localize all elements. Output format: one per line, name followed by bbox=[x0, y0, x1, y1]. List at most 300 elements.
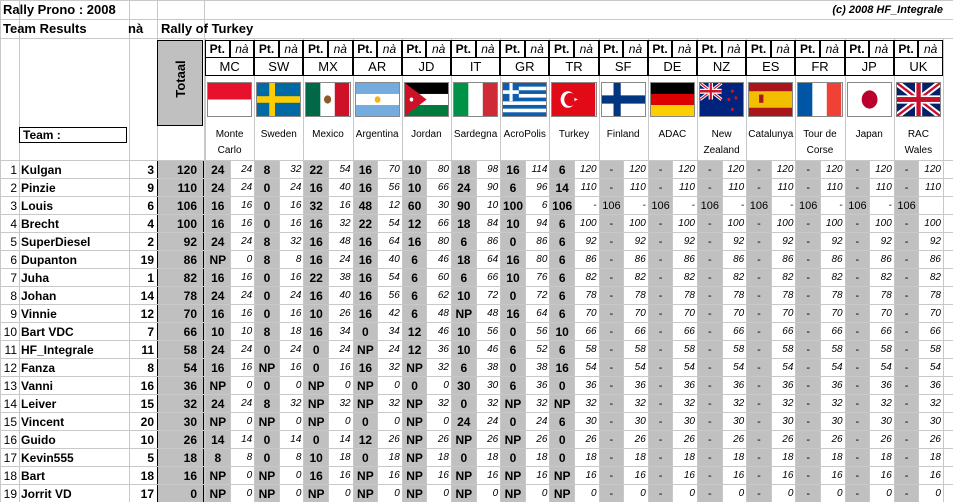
points-cell[interactable]: - bbox=[895, 233, 919, 250]
cumulative-cell[interactable]: 18 bbox=[782, 452, 794, 463]
cumulative-cell[interactable]: 78 bbox=[782, 290, 794, 301]
cumulative-cell[interactable]: 92 bbox=[683, 236, 695, 247]
points-cell[interactable]: - bbox=[600, 395, 624, 412]
cumulative-cell[interactable]: 16 bbox=[487, 470, 499, 481]
total-cell[interactable]: 26 bbox=[157, 431, 204, 448]
cumulative-cell[interactable]: 16 bbox=[339, 200, 351, 211]
points-cell[interactable]: 16 bbox=[206, 197, 230, 214]
cumulative-cell[interactable]: 24 bbox=[241, 236, 253, 247]
points-cell[interactable]: 18 bbox=[452, 161, 476, 178]
cumulative-cell[interactable]: 78 bbox=[880, 290, 892, 301]
na-cell[interactable]: 6 bbox=[147, 198, 154, 213]
cumulative-cell[interactable]: 92 bbox=[585, 236, 597, 247]
points-cell[interactable]: - bbox=[698, 305, 722, 322]
cumulative-cell[interactable]: 0 bbox=[246, 416, 253, 427]
pt-header[interactable]: Pt. bbox=[599, 40, 624, 58]
cumulative-cell[interactable]: 0 bbox=[591, 488, 597, 499]
points-cell[interactable]: - bbox=[698, 377, 722, 394]
cumulative-cell[interactable]: 42 bbox=[388, 308, 400, 319]
total-cell[interactable]: 18 bbox=[157, 449, 204, 466]
points-cell[interactable]: - bbox=[698, 161, 722, 178]
cumulative-cell[interactable]: 86 bbox=[929, 254, 941, 265]
points-cell[interactable]: 8 bbox=[255, 233, 279, 250]
points-cell[interactable]: - bbox=[698, 485, 722, 502]
rally-code-it[interactable]: IT bbox=[451, 57, 500, 76]
points-cell[interactable]: - bbox=[846, 179, 870, 196]
total-cell[interactable]: 66 bbox=[157, 323, 204, 340]
rank-cell[interactable]: 7 bbox=[10, 270, 17, 285]
total-cell[interactable]: 78 bbox=[157, 287, 204, 304]
points-cell[interactable]: - bbox=[846, 305, 870, 322]
total-cell[interactable]: 16 bbox=[157, 467, 204, 484]
cumulative-cell[interactable]: 24 bbox=[536, 416, 548, 427]
points-cell[interactable]: - bbox=[698, 467, 722, 484]
points-cell[interactable]: - bbox=[649, 251, 673, 268]
rank-cell[interactable]: 4 bbox=[10, 216, 17, 231]
cumulative-cell[interactable]: 48 bbox=[437, 308, 449, 319]
cumulative-cell[interactable]: 36 bbox=[929, 380, 941, 391]
cumulative-cell[interactable]: 82 bbox=[585, 272, 597, 283]
cumulative-cell[interactable]: 0 bbox=[295, 416, 302, 427]
points-cell[interactable]: 0 bbox=[501, 359, 525, 376]
cumulative-cell[interactable]: 32 bbox=[290, 164, 302, 175]
cumulative-cell[interactable]: 78 bbox=[831, 290, 843, 301]
points-cell[interactable]: - bbox=[698, 395, 722, 412]
rally-code-uk[interactable]: UK bbox=[894, 57, 943, 76]
cumulative-cell[interactable]: 18 bbox=[634, 452, 646, 463]
points-cell[interactable]: - bbox=[796, 287, 820, 304]
points-cell[interactable]: 106 bbox=[796, 197, 820, 214]
points-cell[interactable]: NP bbox=[452, 485, 476, 502]
cumulative-cell[interactable]: 26 bbox=[831, 434, 843, 445]
points-cell[interactable]: 10 bbox=[452, 287, 476, 304]
points-cell[interactable]: - bbox=[649, 413, 673, 430]
na-cell[interactable]: 5 bbox=[147, 450, 154, 465]
points-cell[interactable]: - bbox=[747, 467, 771, 484]
total-cell[interactable]: 32 bbox=[157, 395, 204, 412]
rank-cell[interactable]: 11 bbox=[4, 342, 17, 357]
cumulative-cell[interactable]: 46 bbox=[437, 254, 449, 265]
points-cell[interactable]: 10 bbox=[452, 323, 476, 340]
total-cell[interactable]: 0 bbox=[157, 485, 204, 502]
cumulative-cell[interactable]: 12 bbox=[388, 200, 400, 211]
na-subheader[interactable]: nà bbox=[771, 40, 796, 58]
cumulative-cell[interactable]: 100 bbox=[629, 218, 646, 229]
points-cell[interactable]: 16 bbox=[304, 215, 328, 232]
cumulative-cell[interactable]: 110 bbox=[777, 182, 794, 193]
points-cell[interactable]: - bbox=[846, 341, 870, 358]
points-cell[interactable]: - bbox=[846, 377, 870, 394]
total-cell[interactable]: 92 bbox=[157, 233, 204, 250]
points-cell[interactable]: - bbox=[649, 431, 673, 448]
points-cell[interactable]: NP bbox=[206, 467, 230, 484]
points-cell[interactable]: - bbox=[846, 485, 870, 502]
team-name-cell[interactable]: Pinzie bbox=[21, 180, 56, 195]
na-cell[interactable]: 18 bbox=[140, 468, 154, 483]
pt-header[interactable]: Pt. bbox=[500, 40, 525, 58]
cumulative-cell[interactable]: 64 bbox=[536, 308, 548, 319]
rank-cell[interactable]: 15 bbox=[3, 414, 17, 429]
points-cell[interactable]: - bbox=[649, 359, 673, 376]
points-cell[interactable]: - bbox=[796, 413, 820, 430]
pt-header[interactable]: Pt. bbox=[894, 40, 919, 58]
cumulative-cell[interactable]: 54 bbox=[831, 362, 843, 373]
cumulative-cell[interactable]: 100 bbox=[875, 218, 892, 229]
points-cell[interactable]: 106 bbox=[895, 197, 919, 214]
cumulative-cell[interactable]: 70 bbox=[831, 308, 843, 319]
points-cell[interactable]: - bbox=[600, 431, 624, 448]
points-cell[interactable]: NP bbox=[304, 485, 328, 502]
points-cell[interactable]: 0 bbox=[550, 431, 574, 448]
team-name-cell[interactable]: Vinnie bbox=[21, 306, 57, 321]
cumulative-cell[interactable]: 38 bbox=[536, 362, 548, 373]
cumulative-cell[interactable]: 24 bbox=[290, 290, 302, 301]
cumulative-cell[interactable]: 56 bbox=[388, 182, 400, 193]
points-cell[interactable]: - bbox=[796, 305, 820, 322]
cumulative-cell[interactable]: 30 bbox=[634, 416, 646, 427]
cumulative-cell[interactable]: 16 bbox=[339, 362, 351, 373]
cumulative-cell[interactable]: 82 bbox=[782, 272, 794, 283]
points-cell[interactable]: 0 bbox=[304, 341, 328, 358]
cumulative-cell[interactable]: 26 bbox=[487, 434, 499, 445]
cumulative-cell[interactable]: 30 bbox=[683, 416, 695, 427]
cumulative-cell[interactable]: 30 bbox=[487, 380, 499, 391]
points-cell[interactable]: - bbox=[796, 449, 820, 466]
points-cell[interactable]: - bbox=[796, 251, 820, 268]
points-cell[interactable]: - bbox=[649, 161, 673, 178]
cumulative-cell[interactable]: 100 bbox=[678, 218, 695, 229]
points-cell[interactable]: 6 bbox=[501, 341, 525, 358]
cumulative-cell[interactable]: 30 bbox=[437, 200, 449, 211]
points-cell[interactable]: 6 bbox=[403, 269, 427, 286]
team-name-cell[interactable]: SuperDiesel bbox=[21, 234, 91, 249]
na-cell[interactable]: 3 bbox=[147, 162, 154, 177]
na-subheader[interactable]: nà bbox=[623, 40, 648, 58]
cumulative-cell[interactable]: 0 bbox=[394, 416, 400, 427]
cumulative-cell[interactable]: 54 bbox=[339, 164, 351, 175]
na-cell[interactable]: 2 bbox=[147, 234, 154, 249]
points-cell[interactable]: 0 bbox=[403, 377, 427, 394]
points-cell[interactable]: 6 bbox=[452, 359, 476, 376]
cumulative-cell[interactable]: 86 bbox=[487, 236, 499, 247]
points-cell[interactable]: - bbox=[747, 161, 771, 178]
na-cell[interactable]: 8 bbox=[147, 360, 154, 375]
points-cell[interactable]: 6 bbox=[550, 413, 574, 430]
cumulative-cell[interactable]: 16 bbox=[241, 218, 253, 229]
cumulative-cell[interactable]: 0 bbox=[886, 488, 892, 499]
points-cell[interactable]: - bbox=[895, 413, 919, 430]
cumulative-cell[interactable]: 24 bbox=[241, 182, 253, 193]
points-cell[interactable]: 106 bbox=[552, 198, 573, 213]
cumulative-cell[interactable]: 66 bbox=[683, 326, 695, 337]
points-cell[interactable]: 100 bbox=[502, 198, 523, 213]
cumulative-cell[interactable]: 120 bbox=[924, 164, 941, 175]
points-cell[interactable]: 16 bbox=[304, 467, 328, 484]
cumulative-cell[interactable]: 120 bbox=[825, 164, 843, 175]
points-cell[interactable]: NP bbox=[550, 467, 574, 484]
points-cell[interactable]: 8 bbox=[206, 449, 230, 466]
points-cell[interactable]: NP bbox=[501, 467, 525, 484]
cumulative-cell[interactable]: 86 bbox=[683, 254, 695, 265]
points-cell[interactable]: - bbox=[698, 251, 722, 268]
team-name-cell[interactable]: Vincent bbox=[21, 414, 65, 429]
cumulative-cell[interactable]: - bbox=[740, 200, 745, 211]
cumulative-cell[interactable]: 26 bbox=[880, 434, 892, 445]
na-subheader[interactable]: nà bbox=[426, 40, 451, 58]
na-cell[interactable]: 1 bbox=[147, 270, 154, 285]
cumulative-cell[interactable]: 54 bbox=[683, 362, 695, 373]
points-cell[interactable]: - bbox=[600, 161, 624, 178]
points-cell[interactable]: 6 bbox=[501, 377, 525, 394]
points-cell[interactable]: NP bbox=[354, 485, 378, 502]
points-cell[interactable]: 6 bbox=[403, 287, 427, 304]
points-cell[interactable]: - bbox=[846, 449, 870, 466]
cumulative-cell[interactable]: 26 bbox=[437, 434, 449, 445]
points-cell[interactable]: NP bbox=[452, 467, 476, 484]
rally-code-fr[interactable]: FR bbox=[795, 57, 844, 76]
points-cell[interactable]: 6 bbox=[403, 305, 427, 322]
cumulative-cell[interactable]: 70 bbox=[929, 308, 941, 319]
points-cell[interactable]: 6 bbox=[403, 251, 427, 268]
cumulative-cell[interactable]: 32 bbox=[437, 362, 449, 373]
cumulative-cell[interactable]: 72 bbox=[487, 290, 499, 301]
points-cell[interactable]: 106 bbox=[649, 197, 673, 214]
points-cell[interactable]: 24 bbox=[452, 413, 476, 430]
cumulative-cell[interactable]: 100 bbox=[776, 218, 794, 229]
cumulative-cell[interactable]: 24 bbox=[241, 344, 253, 355]
na-cell[interactable]: 19 bbox=[140, 252, 154, 267]
cumulative-cell[interactable]: 16 bbox=[831, 470, 843, 481]
cumulative-cell[interactable]: 48 bbox=[487, 308, 499, 319]
cumulative-cell[interactable]: 56 bbox=[487, 326, 499, 337]
cumulative-cell[interactable]: - bbox=[593, 200, 597, 211]
total-cell[interactable]: 86 bbox=[157, 251, 204, 268]
team-name-cell[interactable]: Kulgan bbox=[21, 162, 62, 177]
points-cell[interactable]: - bbox=[698, 449, 722, 466]
points-cell[interactable]: - bbox=[649, 449, 673, 466]
points-cell[interactable]: 6 bbox=[550, 305, 574, 322]
cumulative-cell[interactable]: 92 bbox=[880, 236, 892, 247]
points-cell[interactable]: - bbox=[600, 287, 624, 304]
cumulative-cell[interactable]: 82 bbox=[929, 272, 941, 283]
cumulative-cell[interactable]: 36 bbox=[585, 380, 597, 391]
points-cell[interactable]: - bbox=[846, 287, 870, 304]
cumulative-cell[interactable]: 58 bbox=[831, 344, 843, 355]
points-cell[interactable]: - bbox=[747, 215, 771, 232]
points-cell[interactable]: - bbox=[796, 323, 820, 340]
points-cell[interactable]: - bbox=[649, 233, 673, 250]
points-cell[interactable]: 0 bbox=[304, 431, 328, 448]
points-cell[interactable]: 16 bbox=[304, 287, 328, 304]
cumulative-cell[interactable]: 92 bbox=[733, 236, 745, 247]
na-subheader[interactable]: nà bbox=[525, 40, 550, 58]
cumulative-cell[interactable]: 82 bbox=[683, 272, 695, 283]
points-cell[interactable]: NP bbox=[550, 395, 574, 412]
points-cell[interactable]: 0 bbox=[304, 359, 328, 376]
points-cell[interactable]: NP bbox=[501, 485, 525, 502]
points-cell[interactable]: NP bbox=[304, 413, 328, 430]
points-cell[interactable]: 10 bbox=[501, 215, 525, 232]
points-cell[interactable]: - bbox=[895, 161, 919, 178]
cumulative-cell[interactable]: 0 bbox=[295, 380, 302, 391]
rank-cell[interactable]: 17 bbox=[3, 450, 17, 465]
cumulative-cell[interactable]: 32 bbox=[388, 362, 400, 373]
cumulative-cell[interactable]: 16 bbox=[290, 218, 302, 229]
cumulative-cell[interactable]: 86 bbox=[634, 254, 646, 265]
cumulative-cell[interactable]: 24 bbox=[339, 254, 351, 265]
total-cell[interactable]: 120 bbox=[157, 161, 204, 178]
points-cell[interactable]: NP bbox=[206, 377, 230, 394]
cumulative-cell[interactable]: 70 bbox=[683, 308, 695, 319]
cumulative-cell[interactable]: 78 bbox=[733, 290, 745, 301]
points-cell[interactable]: 16 bbox=[501, 251, 525, 268]
points-cell[interactable]: - bbox=[698, 287, 722, 304]
cumulative-cell[interactable]: 40 bbox=[339, 290, 351, 301]
cumulative-cell[interactable]: - bbox=[790, 200, 794, 211]
team-results-label[interactable]: Team Results bbox=[3, 21, 87, 36]
points-cell[interactable]: 24 bbox=[206, 287, 230, 304]
cumulative-cell[interactable]: 120 bbox=[579, 164, 597, 175]
points-cell[interactable]: 6 bbox=[550, 233, 574, 250]
cumulative-cell[interactable]: 16 bbox=[388, 470, 400, 481]
cumulative-cell[interactable]: 32 bbox=[585, 398, 597, 409]
cumulative-cell[interactable]: 54 bbox=[880, 362, 892, 373]
rally-code-sw[interactable]: SW bbox=[254, 57, 303, 76]
cumulative-cell[interactable]: 0 bbox=[443, 416, 449, 427]
cumulative-cell[interactable]: 32 bbox=[487, 398, 499, 409]
pt-header[interactable]: Pt. bbox=[303, 40, 328, 58]
cumulative-cell[interactable]: 52 bbox=[536, 344, 548, 355]
cumulative-cell[interactable]: 26 bbox=[634, 434, 646, 445]
rank-cell[interactable]: 8 bbox=[10, 288, 17, 303]
points-cell[interactable]: - bbox=[698, 359, 722, 376]
team-name-cell[interactable]: Louis bbox=[21, 198, 53, 213]
points-cell[interactable]: 10 bbox=[550, 323, 574, 340]
total-cell[interactable]: 100 bbox=[157, 215, 204, 232]
points-cell[interactable]: - bbox=[796, 161, 820, 178]
cumulative-cell[interactable]: 0 bbox=[787, 488, 794, 499]
na-cell[interactable]: 9 bbox=[147, 180, 154, 195]
points-cell[interactable]: 12 bbox=[403, 323, 427, 340]
cumulative-cell[interactable]: 0 bbox=[443, 488, 449, 499]
cumulative-cell[interactable]: 70 bbox=[634, 308, 646, 319]
cumulative-cell[interactable]: 110 bbox=[679, 182, 695, 193]
points-cell[interactable]: 16 bbox=[304, 323, 328, 340]
na-subheader[interactable]: nà bbox=[574, 40, 599, 58]
points-cell[interactable]: 24 bbox=[206, 233, 230, 250]
points-cell[interactable]: 0 bbox=[354, 323, 378, 340]
cumulative-cell[interactable]: 96 bbox=[536, 182, 548, 193]
points-cell[interactable]: 16 bbox=[550, 359, 574, 376]
points-cell[interactable]: 12 bbox=[403, 215, 427, 232]
na-header[interactable]: nà bbox=[128, 21, 144, 36]
points-cell[interactable]: 0 bbox=[354, 413, 378, 430]
points-cell[interactable]: 22 bbox=[304, 161, 328, 178]
cumulative-cell[interactable]: 110 bbox=[875, 182, 892, 193]
points-cell[interactable]: - bbox=[796, 269, 820, 286]
na-subheader[interactable]: nà bbox=[722, 40, 747, 58]
cumulative-cell[interactable]: 64 bbox=[487, 254, 499, 265]
points-cell[interactable]: - bbox=[698, 413, 722, 430]
points-cell[interactable]: 18 bbox=[452, 251, 476, 268]
na-subheader[interactable]: nà bbox=[869, 40, 894, 58]
cumulative-cell[interactable]: 86 bbox=[782, 254, 794, 265]
points-cell[interactable]: - bbox=[649, 395, 673, 412]
cumulative-cell[interactable]: 56 bbox=[536, 326, 548, 337]
cumulative-cell[interactable]: 120 bbox=[727, 164, 745, 175]
points-cell[interactable]: 106 bbox=[600, 197, 624, 214]
rally-code-es[interactable]: ES bbox=[746, 57, 795, 76]
points-cell[interactable]: NP bbox=[403, 485, 427, 502]
pt-header[interactable]: Pt. bbox=[746, 40, 771, 58]
na-cell[interactable]: 11 bbox=[141, 342, 154, 357]
cumulative-cell[interactable]: 86 bbox=[831, 254, 843, 265]
cumulative-cell[interactable]: 0 bbox=[345, 416, 351, 427]
cumulative-cell[interactable]: 18 bbox=[683, 452, 695, 463]
cumulative-cell[interactable]: 24 bbox=[241, 290, 253, 301]
cumulative-cell[interactable]: 18 bbox=[536, 452, 548, 463]
cumulative-cell[interactable]: 26 bbox=[585, 434, 597, 445]
points-cell[interactable]: - bbox=[747, 413, 771, 430]
points-cell[interactable]: 16 bbox=[304, 233, 328, 250]
na-subheader[interactable]: nà bbox=[672, 40, 697, 58]
cumulative-cell[interactable]: 18 bbox=[585, 452, 597, 463]
cumulative-cell[interactable]: 24 bbox=[290, 182, 302, 193]
points-cell[interactable]: - bbox=[649, 485, 673, 502]
points-cell[interactable]: - bbox=[600, 233, 624, 250]
points-cell[interactable]: NP bbox=[206, 485, 230, 502]
points-cell[interactable]: 6 bbox=[501, 179, 525, 196]
na-subheader[interactable]: nà bbox=[820, 40, 845, 58]
rank-cell[interactable]: 1 bbox=[10, 162, 17, 177]
cumulative-cell[interactable]: 36 bbox=[733, 380, 745, 391]
cumulative-cell[interactable]: 24 bbox=[241, 398, 253, 409]
points-cell[interactable]: NP bbox=[354, 467, 378, 484]
points-cell[interactable]: NP bbox=[304, 395, 328, 412]
cumulative-cell[interactable]: 110 bbox=[580, 182, 597, 193]
cumulative-cell[interactable]: 78 bbox=[929, 290, 941, 301]
points-cell[interactable]: 16 bbox=[354, 287, 378, 304]
points-cell[interactable]: - bbox=[600, 377, 624, 394]
points-cell[interactable]: 30 bbox=[452, 377, 476, 394]
team-name-cell[interactable]: Jorrit VD bbox=[21, 486, 72, 501]
points-cell[interactable]: - bbox=[846, 269, 870, 286]
cumulative-cell[interactable]: 32 bbox=[634, 398, 646, 409]
cumulative-cell[interactable]: 82 bbox=[831, 272, 843, 283]
na-cell[interactable]: 17 bbox=[140, 486, 154, 501]
points-cell[interactable]: 0 bbox=[255, 215, 279, 232]
points-cell[interactable]: - bbox=[846, 251, 870, 268]
cumulative-cell[interactable]: 18 bbox=[929, 452, 941, 463]
points-cell[interactable]: NP bbox=[403, 467, 427, 484]
points-cell[interactable]: - bbox=[600, 323, 624, 340]
cumulative-cell[interactable]: 62 bbox=[437, 290, 449, 301]
cumulative-cell[interactable]: 86 bbox=[585, 254, 597, 265]
cumulative-cell[interactable]: 32 bbox=[683, 398, 695, 409]
points-cell[interactable]: NP bbox=[452, 431, 476, 448]
cumulative-cell[interactable]: 58 bbox=[733, 344, 745, 355]
cumulative-cell[interactable]: 24 bbox=[388, 344, 400, 355]
cumulative-cell[interactable]: 32 bbox=[339, 398, 351, 409]
points-cell[interactable]: 16 bbox=[304, 251, 328, 268]
cumulative-cell[interactable]: 98 bbox=[487, 164, 499, 175]
team-label[interactable]: Team : bbox=[19, 127, 127, 143]
points-cell[interactable]: 0 bbox=[550, 449, 574, 466]
rank-cell[interactable]: 13 bbox=[3, 378, 17, 393]
total-cell[interactable]: 82 bbox=[157, 269, 204, 286]
total-cell[interactable]: 36 bbox=[157, 377, 204, 394]
cumulative-cell[interactable]: 18 bbox=[437, 452, 449, 463]
